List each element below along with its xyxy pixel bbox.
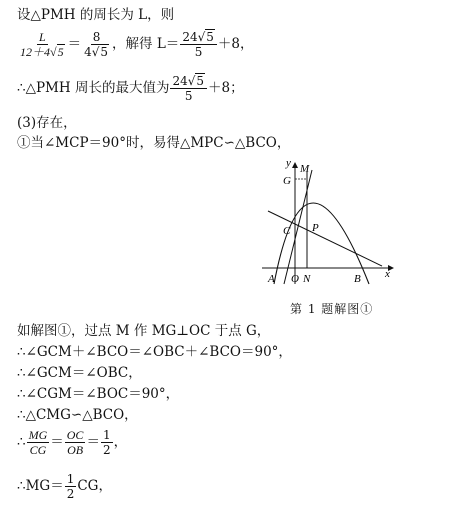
frac-den: 12＋4√5 <box>20 45 64 59</box>
frac-num: 8 <box>92 30 101 44</box>
frac-den: 5 <box>194 45 203 59</box>
tail-text: ＋8； <box>208 80 244 96</box>
label-a: A <box>268 273 275 285</box>
parabola-curve <box>274 203 369 284</box>
label-b: B <box>354 273 361 285</box>
num-part: 24 <box>182 30 198 44</box>
line-3 <box>17 74 244 103</box>
frac-num: 24√5 <box>170 74 207 89</box>
line-9: ∴∠CGM＝∠BOC＝90°， <box>17 386 180 402</box>
label-n: N <box>303 273 311 285</box>
fraction-24-root5 <box>170 74 207 103</box>
equals: ＝ <box>67 36 82 52</box>
frac-den: 4√5 <box>84 45 109 59</box>
label-x: x <box>385 268 390 280</box>
frac-num: L <box>38 30 46 44</box>
sqrt-value: 5 <box>100 45 109 59</box>
line-5: ①当∠MCP＝90°时，易得△MPC∽△BCO， <box>17 135 291 151</box>
fraction-one-half <box>65 472 77 501</box>
parabola-figure <box>258 160 398 295</box>
sqrt-value: 5 <box>196 74 205 88</box>
solve-text: ，解得 L＝ <box>112 36 180 52</box>
line-4: (3)存在， <box>17 115 77 131</box>
fraction-L-over-perimeter <box>18 30 67 59</box>
tail-text: CG， <box>77 478 112 494</box>
y-axis-arrow-icon <box>292 162 298 168</box>
line-10: ∴△CMG∽△BCO， <box>17 407 138 423</box>
label-p: P <box>312 222 319 234</box>
frac-num: OC <box>66 428 84 442</box>
frac-num: MG <box>28 428 48 442</box>
therefore-symbol: ∴ <box>17 434 26 450</box>
frac-den: 2 <box>102 443 111 457</box>
equals: ＝ <box>86 434 100 450</box>
equals: ＝ <box>50 434 64 450</box>
label-g: G <box>283 175 291 187</box>
line-2 <box>17 30 253 59</box>
line-11 <box>17 428 127 457</box>
frac-num: 24√5 <box>180 30 217 45</box>
frac-num: 1 <box>102 428 111 442</box>
den-part: 4 <box>84 45 92 59</box>
line-12 <box>17 472 112 501</box>
label-c: C <box>283 225 291 237</box>
fraction-mg-cg <box>27 428 50 457</box>
fraction-24-root5 <box>180 30 217 59</box>
frac-den: 5 <box>184 89 193 103</box>
fraction-oc-ob <box>65 428 86 457</box>
line-8: ∴∠GCM＝∠OBC， <box>17 365 142 381</box>
max-perimeter-text: ∴△PMH 周长的最大值为 <box>17 80 170 96</box>
sqrt-value: 5 <box>57 45 64 59</box>
tail-text: ， <box>113 434 128 450</box>
frac-den: 2 <box>66 487 75 501</box>
label-o: O <box>291 273 299 285</box>
label-m: M <box>300 163 310 175</box>
fraction-8-over <box>82 30 111 59</box>
tail-text: ＋8， <box>217 36 254 52</box>
line-6: 如解图①，过点 M 作 MG⊥OC 于点 G， <box>17 323 271 339</box>
frac-num: 1 <box>66 472 75 486</box>
den-part: 12＋4 <box>20 45 51 59</box>
sqrt-value: 5 <box>206 30 214 44</box>
figure-caption: 第 1 题解图① <box>290 302 374 316</box>
fraction-one-half <box>101 428 113 457</box>
frac-den: CG <box>29 443 47 457</box>
mg-equals: ∴MG＝ <box>17 478 64 494</box>
line-1: 设△PMH 的周长为 L，则 <box>17 7 175 23</box>
line-7: ∴∠GCM＋∠BCO＝∠OBC＋∠BCO＝90°， <box>17 344 292 360</box>
num-part: 24 <box>172 74 188 88</box>
frac-den: OB <box>67 443 84 457</box>
label-y: y <box>286 160 291 169</box>
